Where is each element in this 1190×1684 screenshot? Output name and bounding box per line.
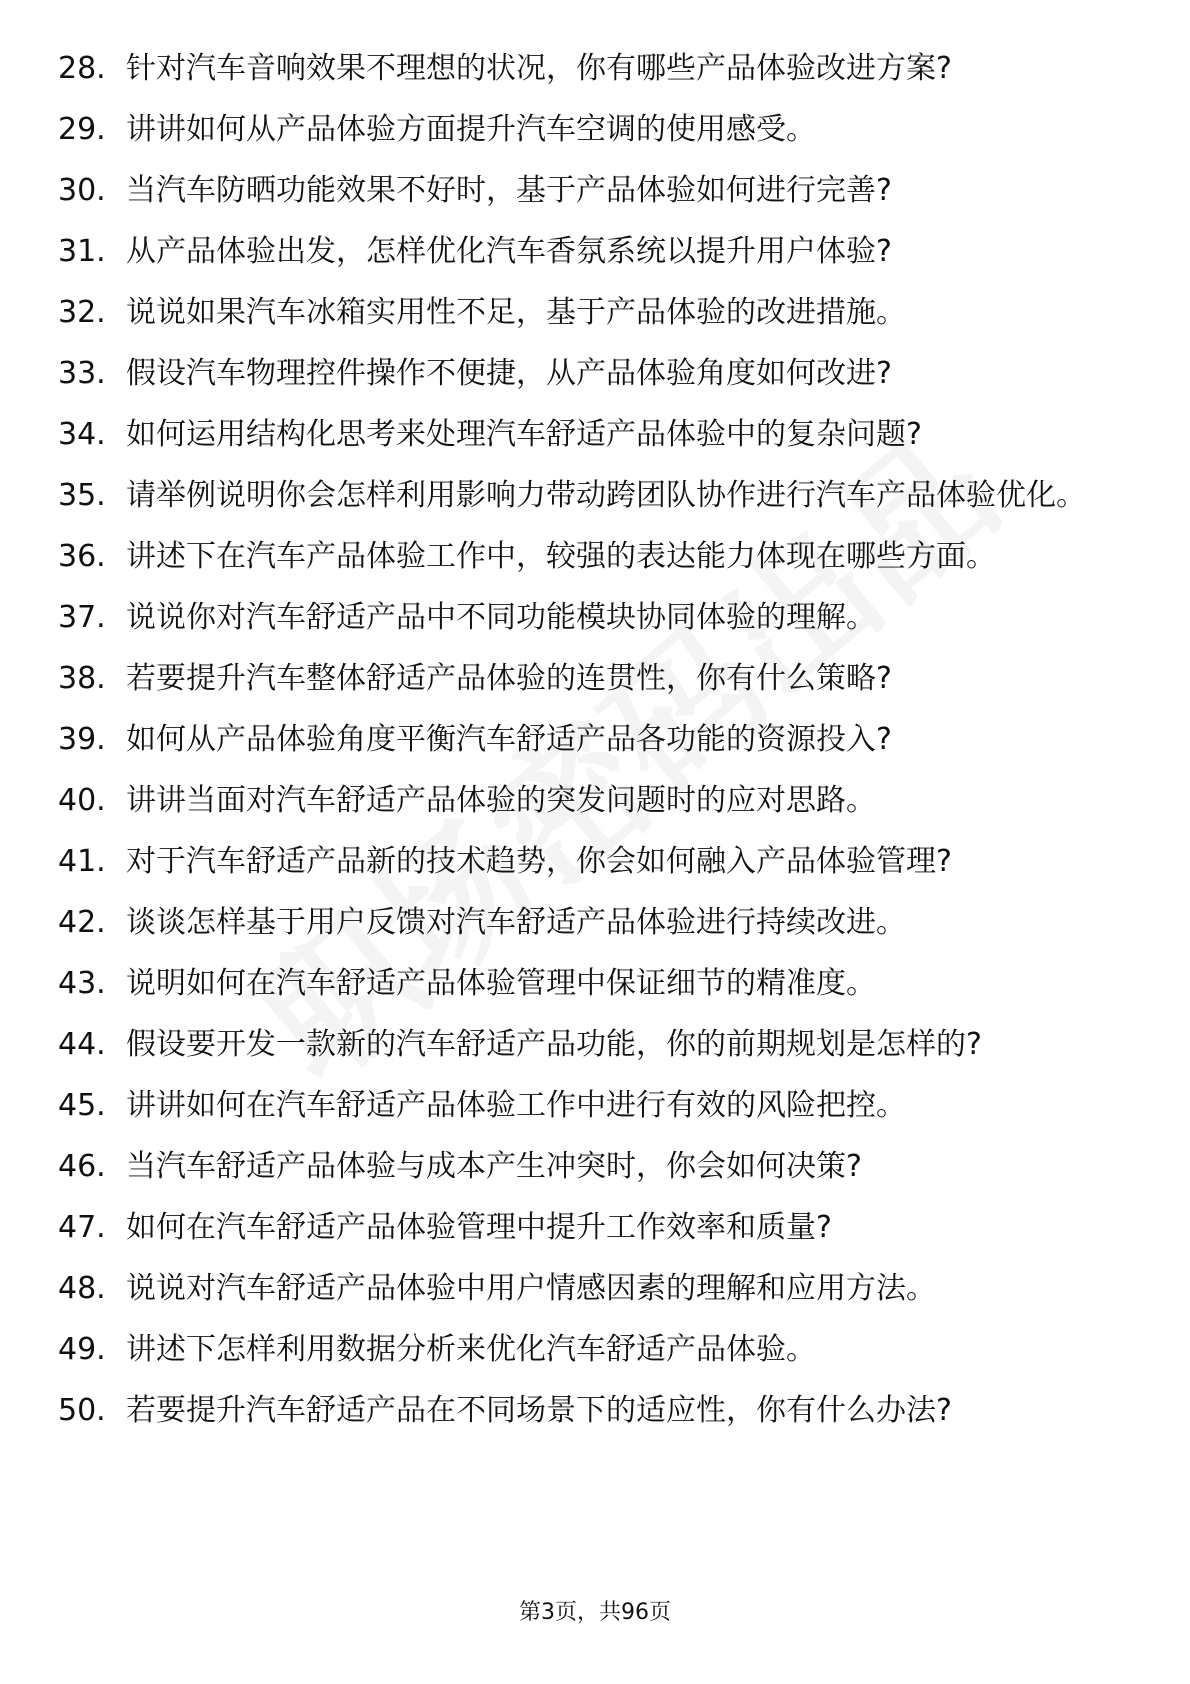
list-item [58,721,1118,759]
question-text: 如何从产品体验角度平衡汽车舒适产品各功能的资源投入? [126,722,892,757]
question-number: 47. [58,1210,106,1245]
list-item [58,538,1118,576]
list-item [58,1209,1118,1247]
question-number: 40. [58,783,106,818]
question-text: 假设要开发一款新的汽车舒适产品功能，你的前期规划是怎样的? [126,1027,982,1062]
question-text: 讲讲当面对汽车舒适产品体验的突发问题时的应对思路。 [126,783,876,818]
question-text: 讲讲如何从产品体验方面提升汽车空调的使用感受。 [126,112,816,147]
list-item [58,355,1118,393]
list-item [58,233,1118,271]
question-number: 36. [58,539,106,574]
list-item [58,965,1118,1003]
question-number: 39. [58,722,106,757]
question-number: 41. [58,844,106,879]
question-number: 42. [58,905,106,940]
question-text: 如何运用结构化思考来处理汽车舒适产品体验中的复杂问题? [126,417,922,452]
question-text: 若要提升汽车整体舒适产品体验的连贯性，你有什么策略? [126,661,892,696]
question-text: 讲述下在汽车产品体验工作中，较强的表达能力体现在哪些方面。 [126,539,996,574]
list-item [58,416,1118,454]
question-text: 讲述下怎样利用数据分析来优化汽车舒适产品体验。 [126,1332,816,1367]
list-item [58,172,1118,210]
question-number: 49. [58,1332,106,1367]
question-number: 46. [58,1149,106,1184]
question-text: 若要提升汽车舒适产品在不同场景下的适应性，你有什么办法? [126,1393,952,1428]
question-number: 32. [58,295,106,330]
question-text: 说明如何在汽车舒适产品体验管理中保证细节的精准度。 [126,966,876,1001]
list-item [58,111,1118,149]
list-item [58,599,1118,637]
question-number: 35. [58,478,106,513]
question-text: 从产品体验出发，怎样优化汽车香氛系统以提升用户体验? [126,234,892,269]
question-number: 44. [58,1027,106,1062]
question-text: 讲讲如何在汽车舒适产品体验工作中进行有效的风险把控。 [126,1088,906,1123]
question-text: 当汽车舒适产品体验与成本产生冲突时，你会如何决策? [126,1149,862,1184]
question-text: 说说如果汽车冰箱实用性不足，基于产品体验的改进措施。 [126,295,906,330]
list-item [58,1331,1118,1369]
list-item [58,904,1118,942]
list-item [58,1148,1118,1186]
question-text: 如何在汽车舒适产品体验管理中提升工作效率和质量? [126,1210,832,1245]
list-item [58,294,1118,332]
list-item [58,1026,1118,1064]
question-text: 谈谈怎样基于用户反馈对汽车舒适产品体验进行持续改进。 [126,905,906,940]
question-number: 33. [58,356,106,391]
question-number: 29. [58,112,106,147]
list-item [58,660,1118,698]
list-item [58,1392,1118,1430]
question-number: 31. [58,234,106,269]
question-text: 说说你对汽车舒适产品中不同功能模块协同体验的理解。 [126,600,876,635]
question-number: 43. [58,966,106,1001]
question-text: 假设汽车物理控件操作不便捷，从产品体验角度如何改进? [126,356,892,391]
question-number: 37. [58,600,106,635]
question-text: 请举例说明你会怎样利用影响力带动跨团队协作进行汽车产品体验优化。 [126,478,1086,513]
question-number: 34. [58,417,106,452]
question-number: 30. [58,173,106,208]
list-item [58,1270,1118,1308]
question-number: 48. [58,1271,106,1306]
question-text: 对于汽车舒适产品新的技术趋势，你会如何融入产品体验管理? [126,844,952,879]
page-footer: 第3页，共96页 [519,1600,671,1625]
list-item [58,477,1118,515]
question-text: 说说对汽车舒适产品体验中用户情感因素的理解和应用方法。 [126,1271,936,1306]
question-list [58,50,1118,1453]
question-number: 45. [58,1088,106,1123]
question-number: 28. [58,51,106,86]
question-text: 当汽车防晒功能效果不好时，基于产品体验如何进行完善? [126,173,892,208]
list-item [58,843,1118,881]
question-number: 50. [58,1393,106,1428]
question-number: 38. [58,661,106,696]
list-item [58,50,1118,88]
list-item [58,1087,1118,1125]
question-text: 针对汽车音响效果不理想的状况，你有哪些产品体验改进方案? [126,51,952,86]
list-item [58,782,1118,820]
